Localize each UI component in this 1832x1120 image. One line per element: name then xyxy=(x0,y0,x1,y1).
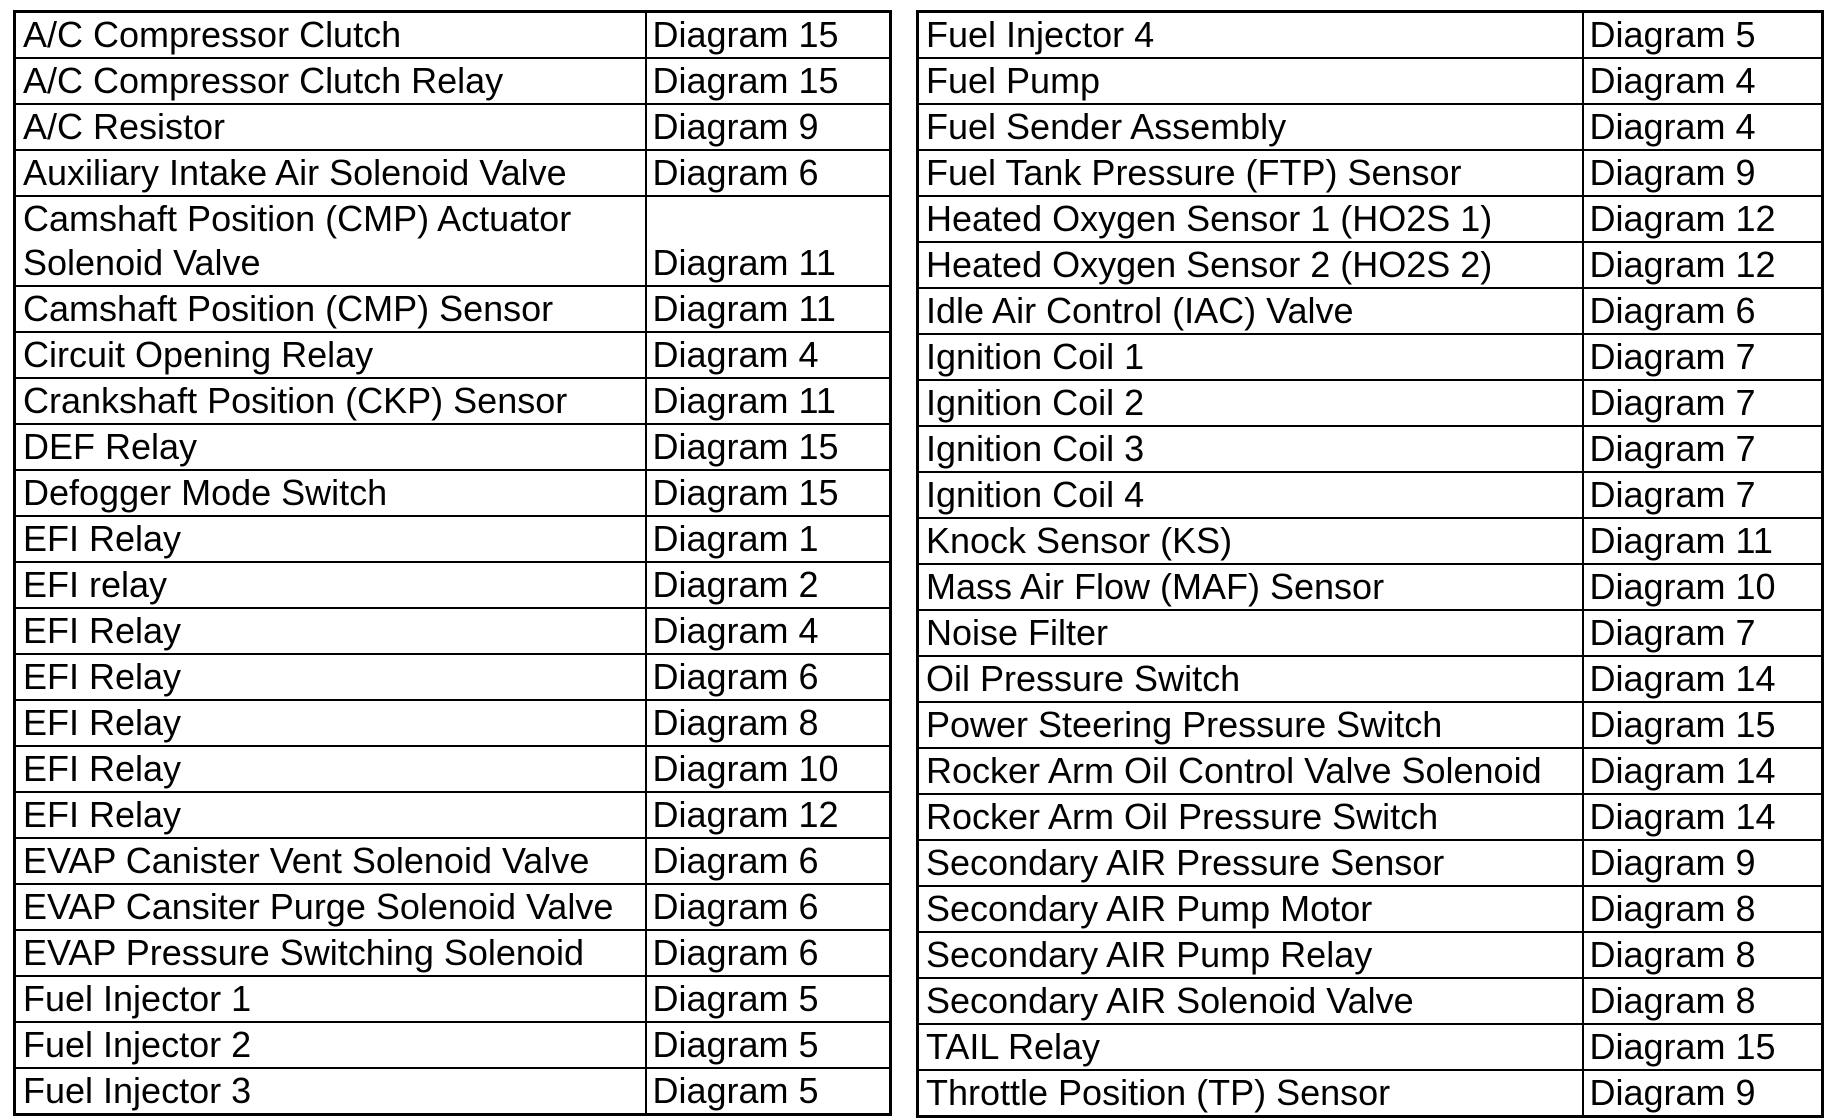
component-name-cell: EFI Relay xyxy=(15,516,646,562)
table-row xyxy=(918,1070,1823,1117)
left-index-table xyxy=(13,10,892,1116)
diagram-reference-cell: Diagram 5 xyxy=(646,976,891,1022)
table-row xyxy=(918,58,1823,104)
component-name-cell: Ignition Coil 4 xyxy=(918,472,1583,518)
table-row xyxy=(918,886,1823,932)
table-row xyxy=(918,794,1823,840)
table-row xyxy=(15,976,891,1022)
diagram-reference-cell: Diagram 7 xyxy=(1583,380,1823,426)
table-row xyxy=(15,700,891,746)
table-row xyxy=(15,58,891,104)
table-row xyxy=(15,608,891,654)
component-name-cell: Ignition Coil 3 xyxy=(918,426,1583,472)
diagram-reference-cell: Diagram 15 xyxy=(1583,702,1823,748)
diagram-reference-cell: Diagram 9 xyxy=(646,104,891,150)
component-name-cell: EFI Relay xyxy=(15,654,646,700)
diagram-reference-cell: Diagram 5 xyxy=(1583,12,1823,59)
table-row xyxy=(15,104,891,150)
table-row xyxy=(918,1024,1823,1070)
table-row xyxy=(918,748,1823,794)
table-row xyxy=(918,518,1823,564)
table-row xyxy=(15,792,891,838)
diagram-reference-cell: Diagram 6 xyxy=(646,930,891,976)
diagram-reference-cell: Diagram 4 xyxy=(646,608,891,654)
component-name-cell: Camshaft Position (CMP) Actuator Solenoid Valve xyxy=(15,196,646,286)
right-index-table-body xyxy=(918,12,1823,1117)
component-name-cell: EVAP Cansiter Purge Solenoid Valve xyxy=(15,884,646,930)
diagram-reference-cell: Diagram 11 xyxy=(1583,518,1823,564)
diagram-reference-cell: Diagram 4 xyxy=(1583,58,1823,104)
diagram-reference-cell: Diagram 9 xyxy=(1583,1070,1823,1117)
diagram-reference-cell: Diagram 15 xyxy=(1583,1024,1823,1070)
component-name-cell: Heated Oxygen Sensor 1 (HO2S 1) xyxy=(918,196,1583,242)
table-row xyxy=(15,1022,891,1068)
table-row xyxy=(15,562,891,608)
table-row xyxy=(918,610,1823,656)
table-row xyxy=(918,196,1823,242)
component-name-cell: Knock Sensor (KS) xyxy=(918,518,1583,564)
table-row xyxy=(918,12,1823,59)
diagram-reference-cell: Diagram 15 xyxy=(646,12,891,59)
table-row xyxy=(15,470,891,516)
component-name-cell: EVAP Pressure Switching Solenoid xyxy=(15,930,646,976)
component-name-cell: Fuel Injector 3 xyxy=(15,1068,646,1115)
component-name-cell: Fuel Tank Pressure (FTP) Sensor xyxy=(918,150,1583,196)
component-name-cell: Noise Filter xyxy=(918,610,1583,656)
component-name-cell: Rocker Arm Oil Pressure Switch xyxy=(918,794,1583,840)
component-name-cell: EFI relay xyxy=(15,562,646,608)
table-row xyxy=(15,654,891,700)
diagram-reference-cell: Diagram 7 xyxy=(1583,426,1823,472)
table-row xyxy=(15,930,891,976)
table-row xyxy=(918,104,1823,150)
diagram-reference-cell: Diagram 7 xyxy=(1583,610,1823,656)
component-name-cell: Secondary AIR Pump Motor xyxy=(918,886,1583,932)
component-name-cell: Ignition Coil 2 xyxy=(918,380,1583,426)
left-index-table-body xyxy=(15,12,891,1115)
diagram-reference-cell: Diagram 1 xyxy=(646,516,891,562)
diagram-reference-cell: Diagram 14 xyxy=(1583,794,1823,840)
table-row xyxy=(918,380,1823,426)
diagram-reference-cell: Diagram 4 xyxy=(646,332,891,378)
table-row xyxy=(15,12,891,59)
diagram-reference-cell: Diagram 8 xyxy=(1583,886,1823,932)
component-name-cell: DEF Relay xyxy=(15,424,646,470)
diagram-reference-cell: Diagram 5 xyxy=(646,1068,891,1115)
component-name-cell: Defogger Mode Switch xyxy=(15,470,646,516)
diagram-reference-cell: Diagram 10 xyxy=(1583,564,1823,610)
component-name-cell: EFI Relay xyxy=(15,700,646,746)
right-index-table xyxy=(916,10,1824,1118)
diagram-reference-cell: Diagram 2 xyxy=(646,562,891,608)
component-name-cell: EFI Relay xyxy=(15,608,646,654)
diagram-reference-cell: Diagram 7 xyxy=(1583,334,1823,380)
table-row xyxy=(918,334,1823,380)
component-name-cell: Throttle Position (TP) Sensor xyxy=(918,1070,1583,1117)
diagram-reference-cell: Diagram 12 xyxy=(1583,196,1823,242)
component-name-cell: TAIL Relay xyxy=(918,1024,1583,1070)
diagram-reference-cell: Diagram 12 xyxy=(646,792,891,838)
diagram-reference-cell: Diagram 11 xyxy=(646,196,891,286)
diagram-reference-cell: Diagram 8 xyxy=(646,700,891,746)
diagram-reference-cell: Diagram 15 xyxy=(646,470,891,516)
component-name-cell: Power Steering Pressure Switch xyxy=(918,702,1583,748)
diagram-reference-cell: Diagram 11 xyxy=(646,286,891,332)
component-name-cell: A/C Compressor Clutch xyxy=(15,12,646,59)
diagram-reference-cell: Diagram 7 xyxy=(1583,472,1823,518)
component-name-cell: Oil Pressure Switch xyxy=(918,656,1583,702)
component-name-cell: Secondary AIR Solenoid Valve xyxy=(918,978,1583,1024)
diagram-reference-cell: Diagram 9 xyxy=(1583,150,1823,196)
component-name-cell: Heated Oxygen Sensor 2 (HO2S 2) xyxy=(918,242,1583,288)
table-row xyxy=(15,884,891,930)
component-name-cell: EVAP Canister Vent Solenoid Valve xyxy=(15,838,646,884)
component-name-cell: Circuit Opening Relay xyxy=(15,332,646,378)
diagram-reference-cell: Diagram 14 xyxy=(1583,656,1823,702)
table-row xyxy=(918,426,1823,472)
component-name-cell: Fuel Pump xyxy=(918,58,1583,104)
diagram-reference-cell: Diagram 8 xyxy=(1583,978,1823,1024)
component-name-cell: Idle Air Control (IAC) Valve xyxy=(918,288,1583,334)
diagram-reference-cell: Diagram 6 xyxy=(646,884,891,930)
component-name-cell: Fuel Sender Assembly xyxy=(918,104,1583,150)
component-name-cell: A/C Resistor xyxy=(15,104,646,150)
table-row xyxy=(15,150,891,196)
component-name-cell: Ignition Coil 1 xyxy=(918,334,1583,380)
diagram-reference-cell: Diagram 12 xyxy=(1583,242,1823,288)
table-row xyxy=(918,288,1823,334)
table-row xyxy=(918,656,1823,702)
component-name-cell: Mass Air Flow (MAF) Sensor xyxy=(918,564,1583,610)
diagram-reference-cell: Diagram 15 xyxy=(646,424,891,470)
diagram-reference-cell: Diagram 9 xyxy=(1583,840,1823,886)
diagram-reference-cell: Diagram 6 xyxy=(646,654,891,700)
diagram-reference-cell: Diagram 15 xyxy=(646,58,891,104)
table-row xyxy=(918,840,1823,886)
component-name-cell: EFI Relay xyxy=(15,746,646,792)
component-name-cell: Crankshaft Position (CKP) Sensor xyxy=(15,378,646,424)
table-row xyxy=(15,516,891,562)
component-name-cell: Fuel Injector 2 xyxy=(15,1022,646,1068)
diagram-reference-cell: Diagram 11 xyxy=(646,378,891,424)
table-row xyxy=(918,978,1823,1024)
table-row xyxy=(15,746,891,792)
table-row xyxy=(15,838,891,884)
diagram-reference-cell: Diagram 6 xyxy=(646,838,891,884)
diagram-reference-cell: Diagram 5 xyxy=(646,1022,891,1068)
component-name-cell: Camshaft Position (CMP) Sensor xyxy=(15,286,646,332)
table-row xyxy=(15,424,891,470)
table-row xyxy=(918,702,1823,748)
component-name-cell: EFI Relay xyxy=(15,792,646,838)
table-row xyxy=(918,472,1823,518)
table-row xyxy=(918,564,1823,610)
component-name-cell: Secondary AIR Pump Relay xyxy=(918,932,1583,978)
table-row xyxy=(15,286,891,332)
table-row xyxy=(918,242,1823,288)
diagram-reference-cell: Diagram 4 xyxy=(1583,104,1823,150)
component-name-cell: Fuel Injector 4 xyxy=(918,12,1583,59)
diagram-reference-cell: Diagram 6 xyxy=(1583,288,1823,334)
diagram-reference-cell: Diagram 8 xyxy=(1583,932,1823,978)
table-row xyxy=(15,196,891,286)
component-name-cell: Secondary AIR Pressure Sensor xyxy=(918,840,1583,886)
diagram-reference-cell: Diagram 10 xyxy=(646,746,891,792)
component-name-cell: A/C Compressor Clutch Relay xyxy=(15,58,646,104)
table-row xyxy=(15,332,891,378)
component-name-cell: Rocker Arm Oil Control Valve Solenoid xyxy=(918,748,1583,794)
table-row xyxy=(15,1068,891,1115)
table-row xyxy=(918,932,1823,978)
table-row xyxy=(15,378,891,424)
diagram-reference-cell: Diagram 14 xyxy=(1583,748,1823,794)
diagram-reference-cell: Diagram 6 xyxy=(646,150,891,196)
component-name-cell: Auxiliary Intake Air Solenoid Valve xyxy=(15,150,646,196)
component-name-cell: Fuel Injector 1 xyxy=(15,976,646,1022)
table-row xyxy=(918,150,1823,196)
